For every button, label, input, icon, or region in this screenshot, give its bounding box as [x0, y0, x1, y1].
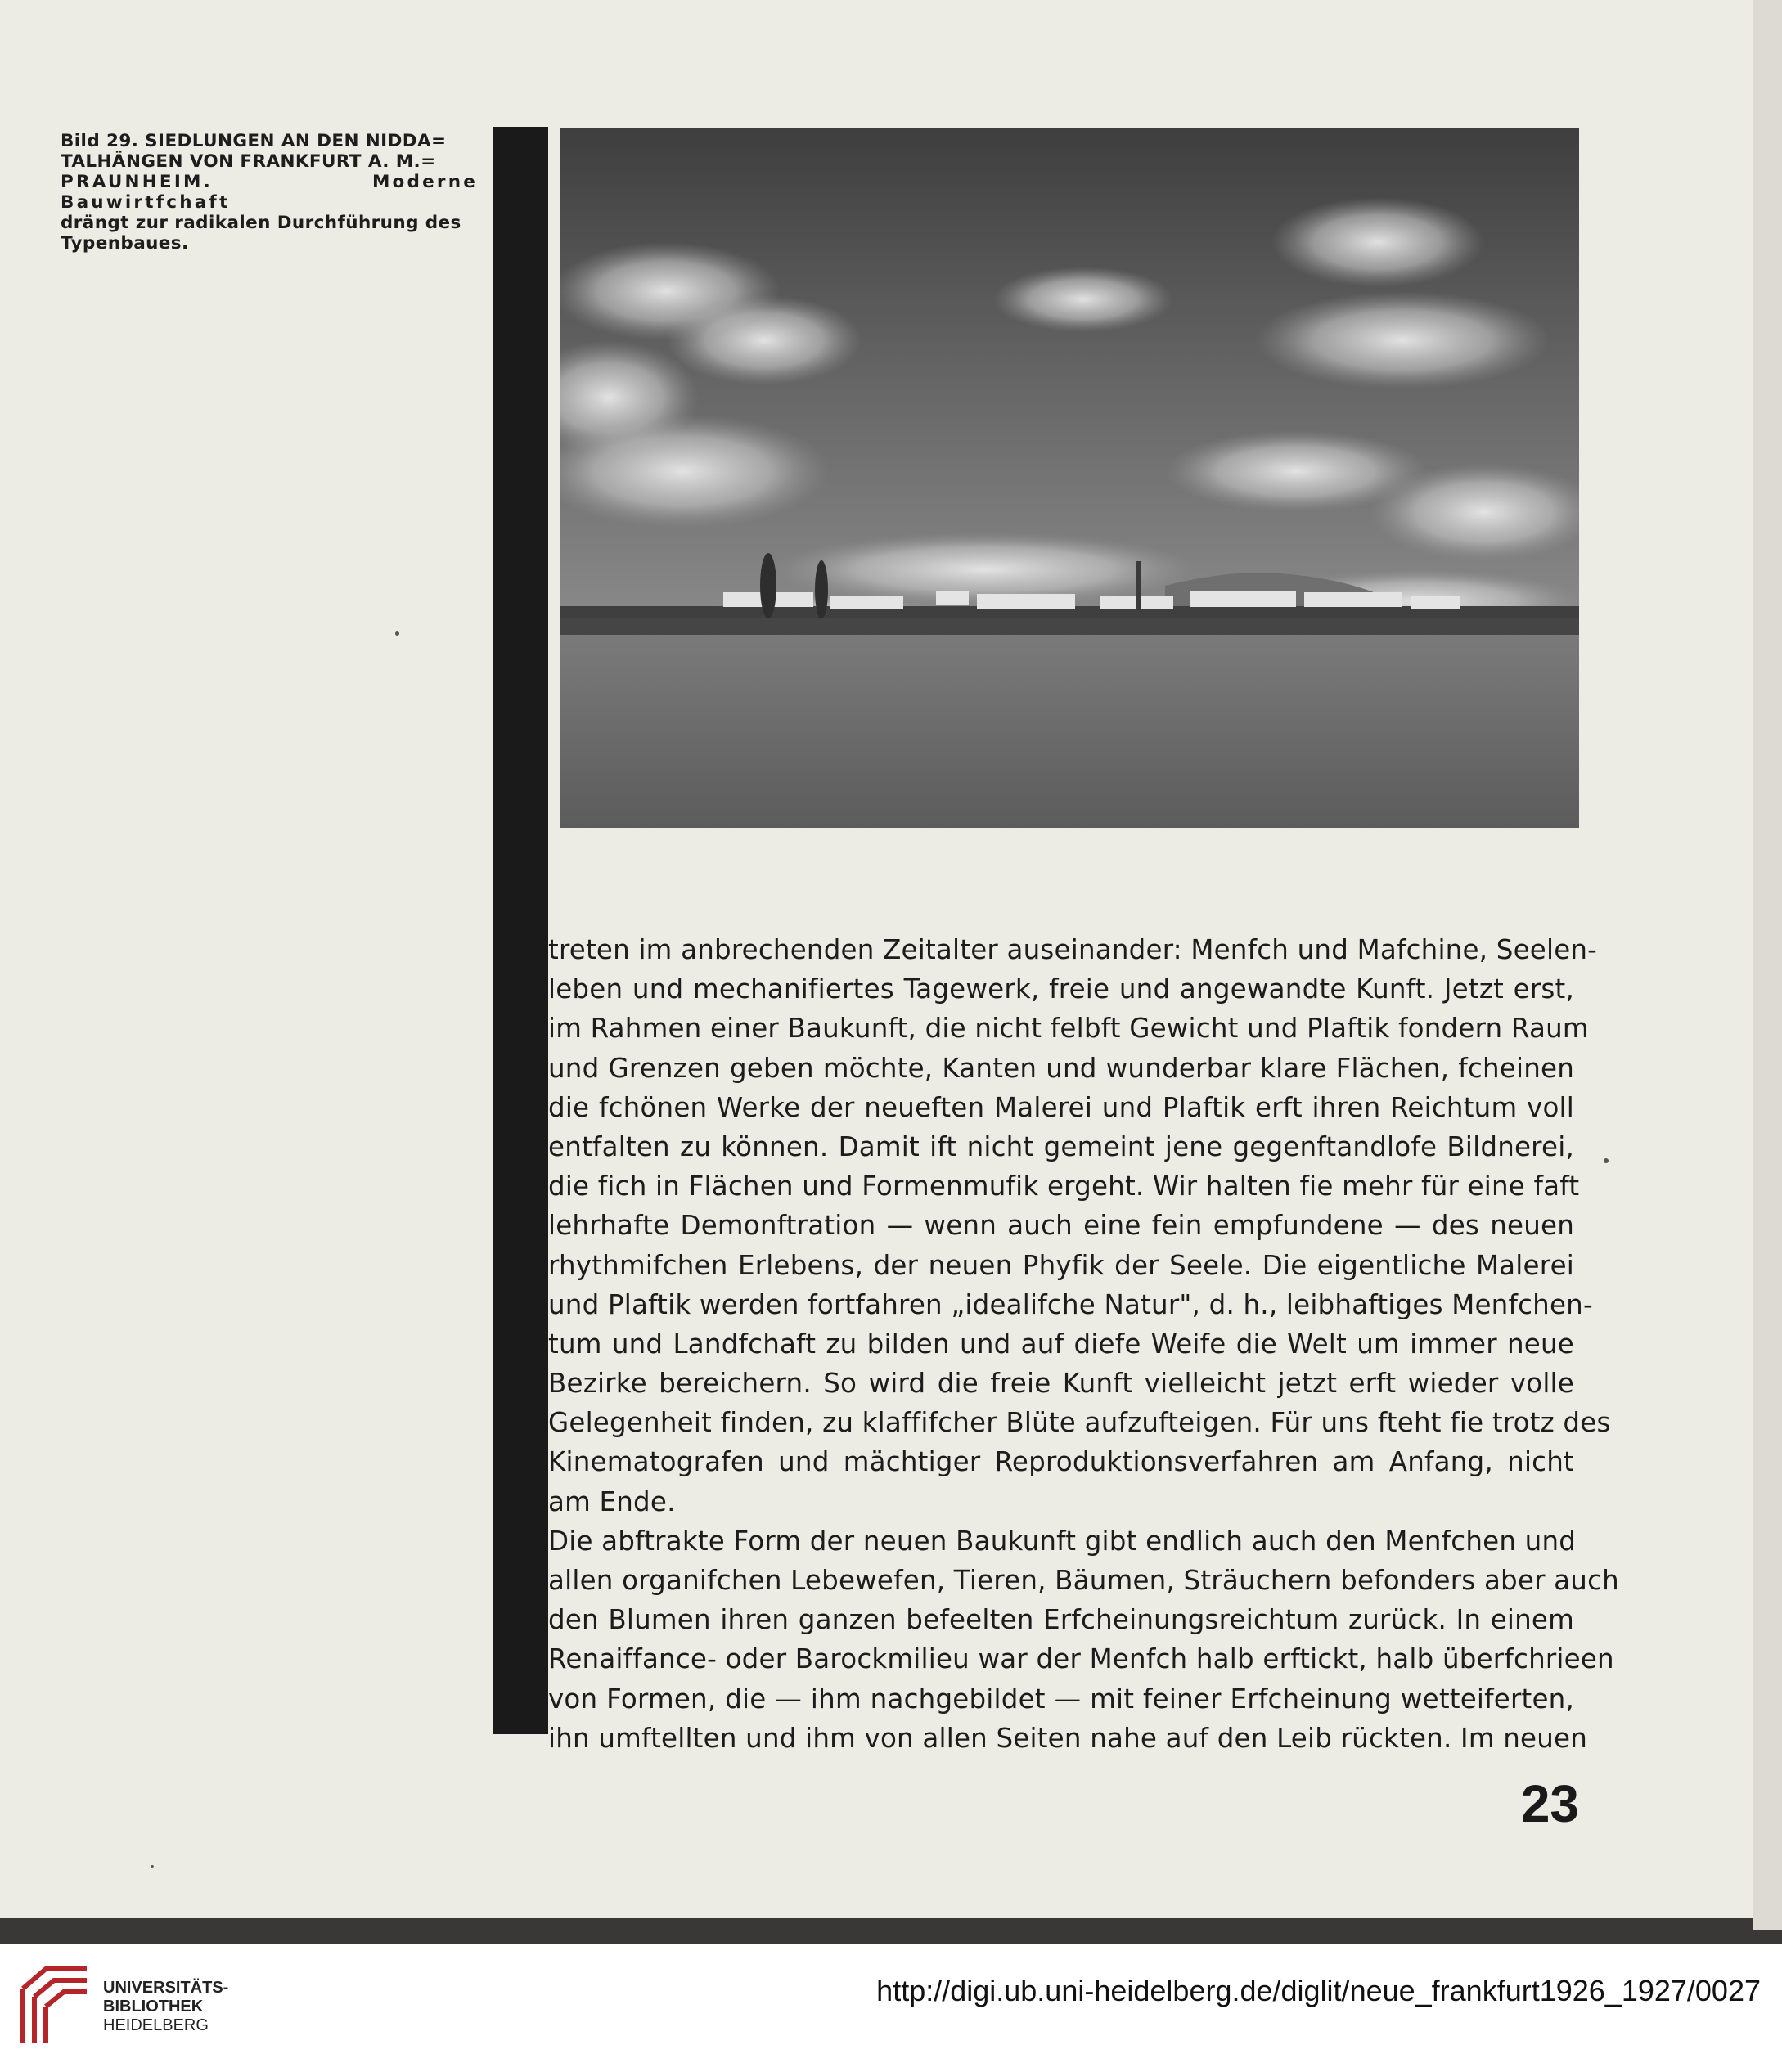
text-line: ihn umftellten und ihm von allen Seiten nahe auf den Leib rückten. Im neuen — [548, 1722, 1587, 1754]
paper-speck — [1604, 1158, 1609, 1163]
text-line: und Plaftik werden fortfahren „idealifche Natur", d. h., leibhaftiges Menfchen- — [548, 1288, 1593, 1320]
source-url[interactable]: http://digi.ub.uni-heidelberg.de/diglit/neue_frankfurt1926_1927/0027 — [876, 1974, 1761, 2007]
text-line: Kinematografen und mächtiger Reproduktionsverfahren am Anfang, nicht — [548, 1446, 1574, 1478]
text-line: tum und Landfchaft zu bilden und auf diefe Weife die Welt um immer neue — [548, 1328, 1574, 1360]
text-line: den Blumen ihren ganzen befeelten Erfcheinungsreichtum zurück. In einem — [548, 1604, 1574, 1636]
library-name-line: UNIVERSITÄTS- — [103, 1979, 229, 1997]
text-line: und Grenzen geben möchte, Kanten und wunderbar klare Flächen, fcheinen — [548, 1052, 1574, 1084]
text-line: von Formen, die — ihm nachgebildet — mit feiner Erfcheinung wetteiferten, — [548, 1683, 1574, 1715]
paper-speck — [151, 1865, 154, 1868]
digitization-footer — [0, 1944, 1782, 2072]
text-line: rhythmifchen Erlebens, der neuen Phyfik der Seele. Die eigentliche Malerei — [548, 1249, 1574, 1281]
text-line: Die abftrakte Form der neuen Baukunft gibt endlich auch den Menfchen und — [548, 1525, 1577, 1557]
text-line: die fchönen Werke der neueften Malerei und Plaftik erft ihren Reichtum voll — [548, 1091, 1574, 1123]
caption-line: PRAUNHEIM. Moderne Bauwirtfchaft — [61, 172, 478, 213]
vertical-black-bar — [493, 127, 548, 1734]
settlement-photograph — [560, 128, 1579, 828]
page-number: 23 — [1520, 1774, 1579, 1833]
caption-line: drängt zur radikalen Durchführung des — [61, 213, 461, 233]
text-line: Bezirke bereichern. So wird die freie Kunft vielleicht jetzt erft wieder volle — [548, 1368, 1574, 1400]
text-line: Gelegenheit finden, zu klaffifcher Blüte aufzufteigen. Für uns fteht fie trotz des — [548, 1407, 1611, 1439]
photo-landscape — [560, 128, 1579, 828]
text-line: allen organifchen Lebewefen, Tieren, Bäumen, Sträuchern befonders aber auch — [548, 1565, 1619, 1596]
caption-line: TALHÄNGEN VON FRANKFURT A. M.= — [61, 151, 436, 172]
library-name — [103, 1979, 228, 2035]
page-edge — [1753, 0, 1782, 1930]
paper-speck — [395, 631, 399, 636]
text-line: entfalten zu können. Damit ift nicht gemeint jene gegenftandlofe Bildnerei, — [548, 1130, 1574, 1162]
text-line: im Rahmen einer Baukunft, die nicht felbft Gewicht und Plaftik fondern Raum — [548, 1013, 1589, 1045]
library-name-line: HEIDELBERG — [103, 2016, 209, 2034]
text-line: lehrhafte Demonftration — wenn auch eine fein empfundene — des neuen — [548, 1210, 1574, 1242]
text-line: die fich in Flächen und Formenmufik ergeht. Wir halten fie mehr für eine faft — [548, 1171, 1580, 1202]
text-line: am Ende. — [548, 1485, 676, 1517]
caption-line: Bild 29. SIEDLUNGEN AN DEN NIDDA= — [61, 131, 447, 151]
text-line: Renaiffance- oder Barockmilieu war der Menfch halb erftickt, halb überfchrieen — [548, 1643, 1614, 1675]
library-logo-icon — [18, 1964, 90, 2046]
caption-line: Typenbaues. — [61, 233, 189, 254]
figure-caption — [61, 131, 478, 254]
library-name-line: BIBLIOTHEK — [103, 1998, 204, 2016]
text-line: leben und mechanifiertes Tagewerk, freie und angewandte Kunft. Jetzt erst, — [548, 973, 1574, 1005]
article-body-text — [548, 930, 1619, 1758]
text-line: treten im anbrechenden Zeitalter auseinander: Menfch und Mafchine, Seelen- — [548, 934, 1598, 965]
